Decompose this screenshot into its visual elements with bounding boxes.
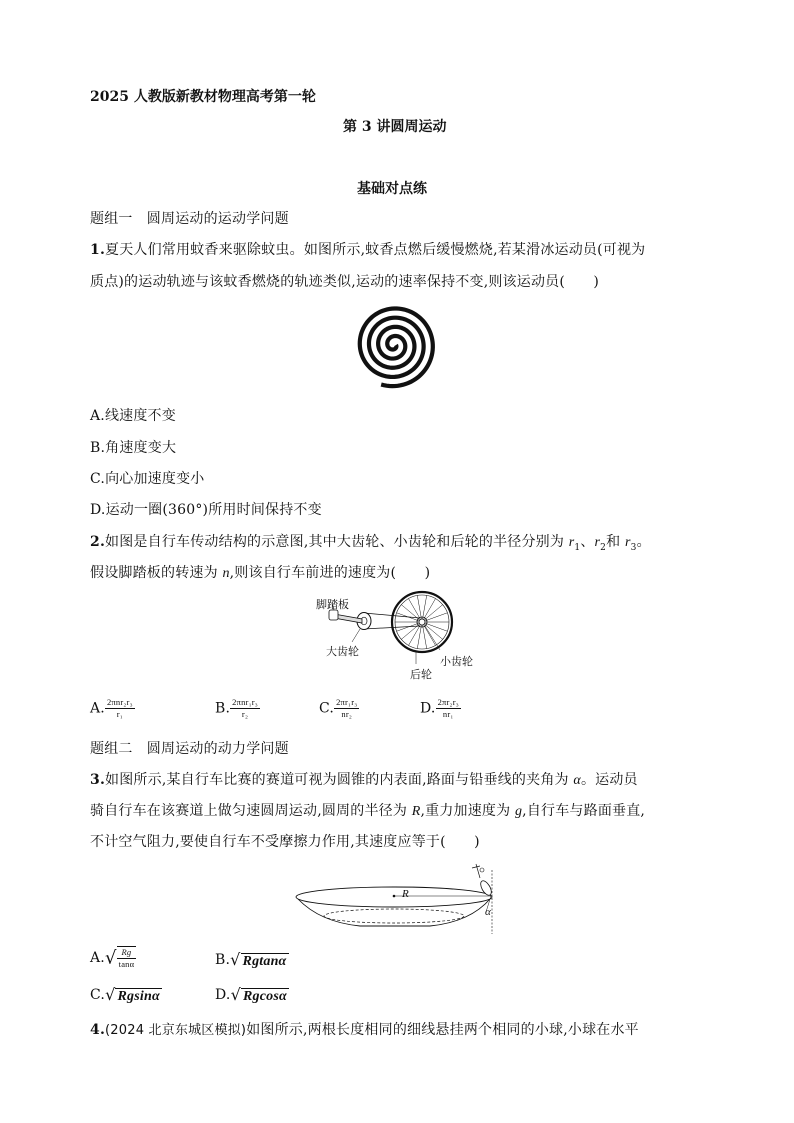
q2-line2 <box>90 562 430 582</box>
q3-text-2b: ,重力加速度为 <box>420 803 515 819</box>
var-alpha: α <box>573 773 581 788</box>
q2-b-den: r₂ <box>241 709 249 719</box>
sub-2: 2 <box>600 542 607 553</box>
q4-source: (2024 北京东城区模拟) <box>105 1023 247 1038</box>
var-r3: r <box>624 535 631 550</box>
q2-option-a <box>90 697 135 720</box>
q2-option-c-fraction <box>334 697 359 720</box>
document-header: 2025 人教版新教材物理高考第一轮 <box>90 89 316 105</box>
q2-option-a-letter: A. <box>90 700 105 717</box>
q2-text-1: 如图是自行车传动结构的示意图,其中大齿轮、小齿轮和后轮的半径分别为 <box>105 534 569 550</box>
radical-sign: √ <box>105 985 116 1004</box>
q3-option-d-sqrt <box>231 985 289 1005</box>
wheel-spoke <box>401 605 422 622</box>
wheel-spoke <box>422 613 447 622</box>
q3-option-a-letter: A. <box>90 950 105 966</box>
q3-option-c <box>90 985 162 1005</box>
label-small-gear: 小齿轮 <box>440 655 473 668</box>
group1-title: 题组一 圆周运动的运动学问题 <box>90 211 289 227</box>
q3-line3: 不计空气阻力,要使自行车不受摩擦力作用,其速度应等于( ) <box>90 834 480 850</box>
q2-b-num: 2πnr₁r₃ <box>232 697 258 707</box>
q1-line2: 质点)的运动轨迹与该蚊香燃烧的轨迹类似,运动的速率保持不变,则该运动员( ) <box>90 274 600 290</box>
q3-text-2c: ,自行车与路面垂直, <box>522 803 646 819</box>
q3-line2 <box>90 800 645 820</box>
radical-sign: √ <box>230 985 241 1004</box>
q2-number: 2. <box>90 534 106 550</box>
q1-option-d: D.运动一圈(360°)所用时间保持不变 <box>90 502 322 518</box>
sub-1: 1 <box>574 542 581 553</box>
end-1: 。 <box>636 534 651 550</box>
q1-text-1: 夏天人们常用蚊香来驱除蚊虫。如图所示,蚊香点燃后缓慢燃烧,若某滑冰运动员(可视为 <box>105 242 646 258</box>
sep-2: 和 <box>606 534 625 550</box>
q3-text-1a: 如图所示,某自行车比赛的赛道可视为圆锥的内表面,路面与铅垂线的夹角为 <box>105 772 574 788</box>
track-circle-dashed <box>324 909 464 923</box>
var-R: R <box>411 804 421 819</box>
lesson-title: 第 3 讲圆周运动 <box>343 119 447 135</box>
q2-c-den: nr₂ <box>341 709 353 719</box>
var-g: g <box>514 804 523 819</box>
figure-label-alpha: α <box>485 906 491 918</box>
q3-a-num: Rg <box>117 947 137 959</box>
sep-1: 、 <box>580 534 595 550</box>
q1-option-c: C.向心加速度变小 <box>90 471 205 487</box>
q2-option-c <box>319 697 359 720</box>
q3-option-c-letter: C. <box>90 987 106 1003</box>
q1-option-b: B.角速度变大 <box>90 440 177 456</box>
q3-a-den: tanα <box>118 959 135 969</box>
q1-line1 <box>90 239 645 259</box>
q3-line1 <box>90 769 638 789</box>
q3-option-b-letter: B. <box>215 952 231 968</box>
q2-option-d <box>420 697 461 720</box>
section-title: 基础对点练 <box>357 181 427 197</box>
radical-sign: √ <box>104 947 117 969</box>
q2-option-d-letter: D. <box>420 700 436 717</box>
label-big-gear: 大齿轮 <box>326 645 359 658</box>
q3-option-a-sqrt <box>105 946 136 970</box>
q3-number: 3. <box>90 772 106 788</box>
var-r2: r <box>594 535 601 550</box>
sub-3: 3 <box>630 542 637 553</box>
q2-option-d-fraction <box>436 697 461 720</box>
q4-line1 <box>90 1019 639 1039</box>
q3-option-c-sqrt <box>105 985 162 1005</box>
q2-text-2a: 假设脚踏板的转速为 <box>90 565 223 581</box>
wheel-spoke <box>422 622 447 631</box>
q3-option-a-fraction <box>117 946 137 970</box>
mosquito-coil-spiral <box>350 300 440 390</box>
q2-d-den: nr₁ <box>442 709 454 719</box>
cyclist <box>472 864 493 897</box>
q2-c-num: 2πr₁r₃ <box>336 697 358 707</box>
q2-a-num: 2πnr₂r₃ <box>106 697 133 707</box>
q2-option-c-letter: C. <box>319 700 335 717</box>
group2-title: 题组二 圆周运动的动力学问题 <box>90 741 289 757</box>
q4-number: 4. <box>90 1022 106 1038</box>
figure-label-R: R <box>402 888 409 900</box>
q3-text-2a: 骑自行车在该赛道上做匀速圆周运动,圆周的半径为 <box>90 803 412 819</box>
q3-option-a <box>90 946 136 970</box>
q3-d-radicand: Rgcosα <box>242 989 287 1004</box>
label-pedal: 脚踏板 <box>316 598 349 611</box>
track-surface <box>298 899 490 926</box>
var-r1: r <box>568 535 575 550</box>
q2-option-b-letter: B. <box>215 700 231 717</box>
rear-wheel <box>392 592 452 652</box>
wheel-spoke <box>401 622 422 639</box>
q2-option-b-fraction <box>230 697 260 720</box>
center-dot <box>393 895 396 898</box>
q3-b-radicand: Rgtanα <box>242 954 287 969</box>
q3-option-b-sqrt <box>230 950 288 970</box>
q3-c-radicand: Rgsinα <box>117 989 160 1004</box>
q2-option-a-fraction <box>105 697 135 720</box>
q2-line1 <box>90 531 651 553</box>
radical-sign: √ <box>230 950 241 969</box>
q2-a-den: r₁ <box>116 709 123 719</box>
label-rear-wheel: 后轮 <box>410 668 432 681</box>
q3-text-1b: 。运动员 <box>580 772 638 788</box>
q3-option-d-letter: D. <box>215 987 231 1003</box>
q3-option-d <box>215 985 289 1005</box>
q3-option-b <box>215 950 289 970</box>
spiral-path <box>360 308 433 386</box>
q1-option-a: A.线速度不变 <box>90 408 176 424</box>
q4-text: 如图所示,两根长度相同的细线悬挂两个相同的小球,小球在水平 <box>246 1022 639 1038</box>
wheel-spoke <box>422 605 443 622</box>
q2-text-2b: ,则该自行车前进的速度为( ) <box>229 565 431 581</box>
q1-number: 1. <box>90 242 106 258</box>
var-n: n <box>222 566 230 581</box>
wheel-spoke <box>422 622 443 639</box>
q2-option-b <box>215 697 260 720</box>
q2-d-num: 2πr₂r₃ <box>437 697 459 707</box>
